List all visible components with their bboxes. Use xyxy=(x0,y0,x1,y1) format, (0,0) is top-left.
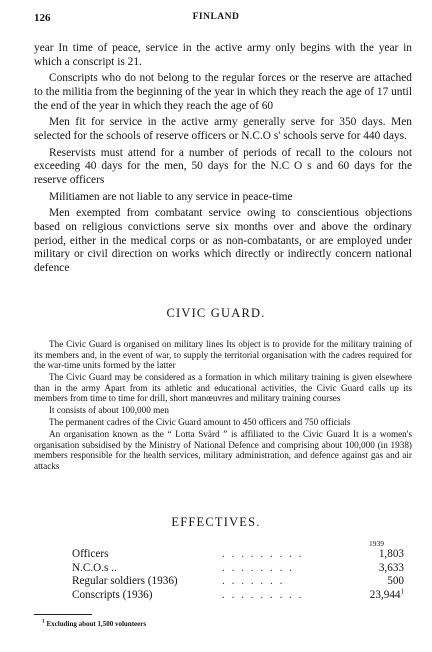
paragraph: An organisation known as the “ Lotta Svärd ” is affiliated to the Civic Guard It is a women's organisation subsidised by the Ministry of National Defence and comprising about 100,000 (in 1938) members responsible for the health services, military administration, and defence against gas and air attacks xyxy=(34,428,412,471)
page-number: 126 xyxy=(34,12,51,24)
effectives-heading: EFFECTIVES. xyxy=(171,515,261,529)
table-row xyxy=(72,575,404,589)
table-row xyxy=(72,562,404,576)
row-label: Regular soldiers (1936) xyxy=(72,575,178,588)
paragraph: Reservists must attend for a number of periods of recall to the colours not exceeding 40 days for the men, 50 days for the N.C O s and 60 days for the reserve officers xyxy=(34,146,412,186)
footnote-divider xyxy=(34,614,92,615)
paragraph: Men exempted from combatant service owing to conscientious objections based on religious convictions serve six months over and above the ordinary period, either in the medical corps or as non-combatants, or are employed under military or civil direction on works which directly or indirectly concern national defence xyxy=(34,207,412,274)
dot-leader: . . . . . . . . . xyxy=(222,588,304,601)
paragraph: year In time of peace, service in the active army only begins with the year in which a conscript is 21. xyxy=(34,42,412,68)
footnote-text: Excluding about 1,500 volunteers xyxy=(46,620,147,628)
army-service-text xyxy=(34,42,412,279)
row-value xyxy=(332,589,404,603)
footnote xyxy=(42,620,146,628)
dot-leader: . . . . . . . . . xyxy=(222,548,304,560)
paragraph: Men fit for service in the active army generally serve for 350 days. Men selected for the schools of reserve officers or N.C.O s' schools serve for 440 days. xyxy=(34,116,412,142)
dot-leader: . . . . . . . . xyxy=(222,561,294,574)
paragraph: The Civic Guard is organised on military lines Its object is to provide for the military training of its members and, in the event of war, to supply the territorial organisation with the cadres required for the war-time units formed by the latter xyxy=(34,339,412,371)
effectives-year: 1939 xyxy=(369,539,384,548)
paragraph: The Civic Guard may be considered as a formation in which military training is given elsewhere than in the army Apart from its athletic and educational activities, the Civic Guard calls up its members from time to time for drill, short manœuvres and military training courses xyxy=(34,372,412,404)
row-label: N.C.O.s .. xyxy=(72,561,117,574)
dot-leader: . . . . . . . xyxy=(222,575,285,588)
civic-guard-heading: CIVIC GUARD. xyxy=(166,306,266,320)
table-row xyxy=(72,589,404,603)
row-value xyxy=(332,575,404,589)
running-title: FINLAND xyxy=(192,12,240,22)
paragraph: Conscripts who do not belong to the regular forces or the reserve are attached to the militia from the beginning of the year in which they reach the age of 17 until the end of the year in which they reach the age of 60 xyxy=(34,72,412,112)
effectives-table xyxy=(72,548,404,602)
page-header xyxy=(34,12,398,26)
footnote-marker: 1 xyxy=(400,587,404,596)
paragraph: The permanent cadres of the Civic Guard amount to 450 officers and 750 officials xyxy=(49,417,351,428)
value-number: 1,803 xyxy=(378,548,404,560)
row-label: Officers xyxy=(72,548,109,560)
value-number: 500 xyxy=(387,575,404,588)
paragraph: Militiamen are not liable to any service in peace-time xyxy=(49,190,293,203)
paragraph: It consists of about 100,000 men xyxy=(49,405,169,416)
value-number: 23,944 xyxy=(369,588,401,601)
value-number: 3,633 xyxy=(378,561,404,574)
footnote-number: 1 xyxy=(42,618,45,625)
row-label: Conscripts (1936) xyxy=(72,588,153,601)
table-row xyxy=(72,548,404,562)
row-value xyxy=(332,548,404,562)
row-value xyxy=(332,562,404,576)
civic-guard-text xyxy=(34,339,412,473)
